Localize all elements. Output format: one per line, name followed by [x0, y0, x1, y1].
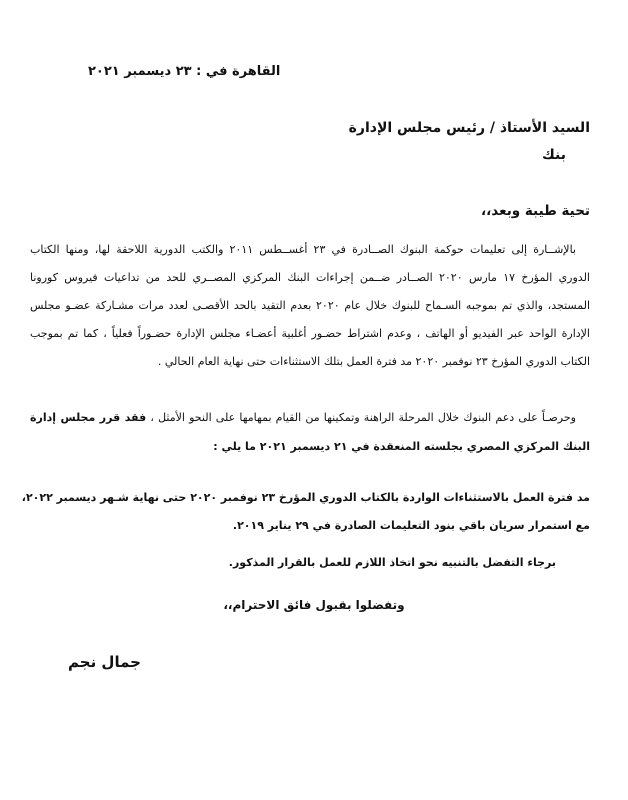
signature-name: جمال نجم — [68, 653, 141, 671]
greeting: تحية طيبة وبعد،، — [481, 203, 590, 219]
date-line: القاهرة في : ٢٣ ديسمبر ٢٠٢١ — [88, 64, 281, 79]
paragraph-1-line: الكتاب الدوري المؤرخ ٢٣ نوفمبر ٢٠٢٠ مد فترة العمل بتلك الاستثناءات حتى نهاية العام الحالي . — [157, 355, 590, 368]
paragraph-2-bold-line: البنك المركزي المصري بجلسته المنعقدة في ٢١ ديسمبر ٢٠٢١ ما يلي : — [213, 440, 590, 453]
paragraph-1-line: بالإشــارة إلى تعليمات حوكمة البنوك الصــادرة في ٢٣ أغســطس ٢٠١١ والكتب الدورية اللاحقة لها، ومنها الكتاب — [30, 243, 576, 256]
request-line: برجاء التفضل بالتنبيه نحو اتخاذ اللازم للعمل بالقرار المذكور. — [228, 556, 556, 569]
decision-line: مع استمرار سريان باقي بنود التعليمات الصادرة في ٢٩ يناير ٢٠١٩. — [232, 519, 590, 532]
paragraph-1-line: الدوري المؤرخ ١٧ مارس ٢٠٢٠ الصــادر ضــمن إجراءات البنك المركزي المصــري للحد من تداعيات فيروس كورونا — [30, 271, 590, 284]
recipient-organization: بنك — [541, 147, 566, 163]
decision-line: مد فترة العمل بالاستثناءات الواردة بالكتاب الدوري المؤرخ ٢٣ نوفمبر ٢٠٢٠ حتى نهاية شـهر ديسمبر ٢٠٢٢، — [21, 491, 590, 504]
paragraph-1-line: الإدارة الواحد عبر الفيديو أو الهاتف ، وعدم اشتراط حضـور أغلبية أعضـاء مجلس الإدارة حضـوراً فعلياً ، كما تم بموجب — [30, 327, 590, 340]
paragraph-2-bold: فقد قرر مجلس إدارة — [30, 411, 147, 424]
paragraph-2-regular: وحرصـاً على دعم البنوك خلال المرحلة الراهنة وتمكينها من القيام بمهامها على النحو الأمثل ، — [146, 411, 576, 424]
paragraph-1-line: المستجد، والذي تم بموجبه السـماح للبنوك خلال عام ٢٠٢٠ بعدم التقيد بالحد الأقصـى لعدد مرات مشـاركة عضـو مجلس — [30, 299, 591, 312]
closing-line: وتفضلوا بقبول فائق الاحترام،، — [223, 598, 405, 612]
recipient-title: السيد الأستاذ / رئيس مجلس الإدارة — [348, 120, 590, 136]
paragraph-2-line — [30, 411, 590, 424]
